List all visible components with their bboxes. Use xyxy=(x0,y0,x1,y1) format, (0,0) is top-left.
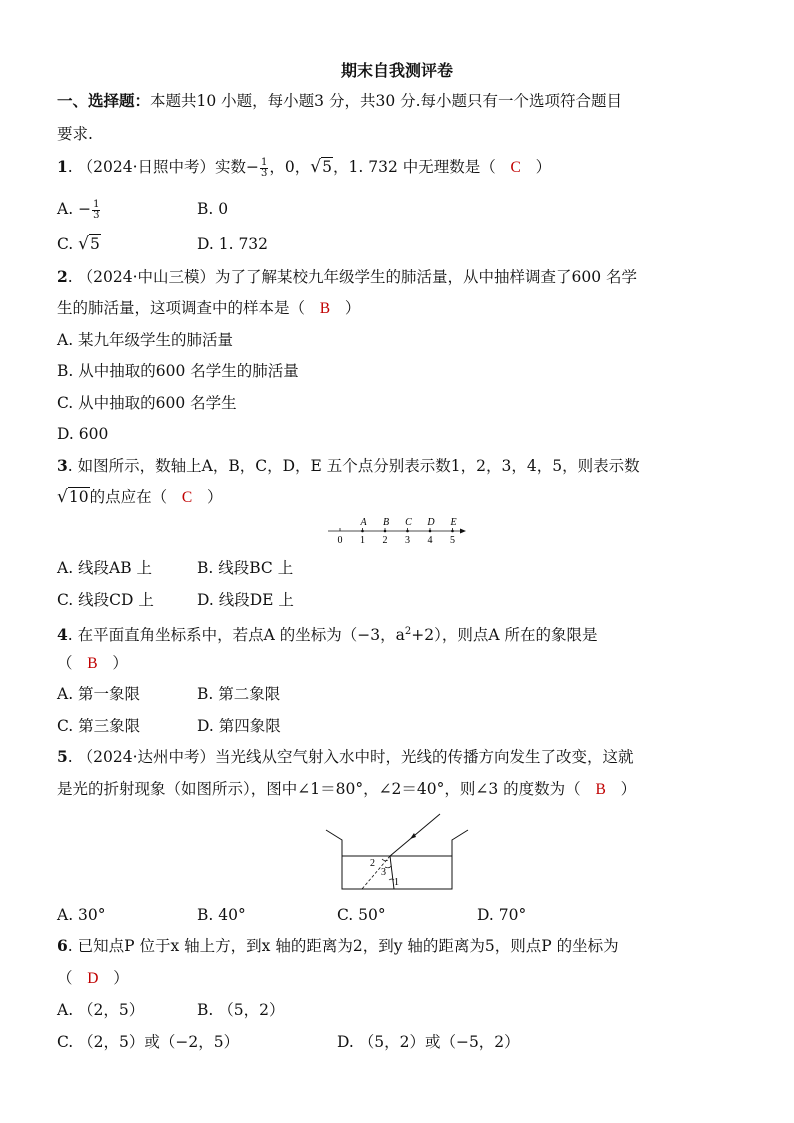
fraction-denominator: 3 xyxy=(93,209,100,221)
question-source: （2024·日照中考） xyxy=(77,158,216,176)
bracket-open: （ xyxy=(57,969,73,987)
fraction xyxy=(92,200,100,221)
question-text: （2024·中山三模）为了了解某校九年级学生的肺活量，从中抽样调查了600 名学 xyxy=(77,268,638,286)
option-a: A. 第一象限 xyxy=(57,685,141,703)
option-c: C. 50° xyxy=(337,906,386,924)
axis-tick-label: 3 xyxy=(405,535,410,546)
bracket-close: ） xyxy=(112,654,128,672)
question-text: ，0， xyxy=(269,158,311,176)
axis-tick-label: 2 xyxy=(382,535,388,546)
option-d: D. 线段DE 上 xyxy=(197,591,294,609)
bracket-open: （ xyxy=(57,654,73,672)
axis-tick-label: 1 xyxy=(360,535,365,546)
option-c: C. 第三象限 xyxy=(57,717,141,735)
option-d: D. 第四象限 xyxy=(197,717,281,735)
option-label: A. xyxy=(57,200,74,218)
answer: B xyxy=(319,300,331,317)
bracket-close: ） xyxy=(620,780,637,798)
option-b: B. 从中抽取的600 名学生的肺活量 xyxy=(57,362,299,380)
question-text: 如图所示，数轴上A，B，C，D，E 五个点分别表示数1，2，3，4，5，则表示数 xyxy=(77,457,640,475)
minus-sign: − xyxy=(246,158,260,176)
question-number: 4 xyxy=(57,625,68,645)
radicand: 5 xyxy=(322,158,333,176)
question-3: 3. 如图所示，数轴上A，B，C，D，E 五个点分别表示数1，2，3，4，5，则表示数 xyxy=(57,456,640,475)
angle-label-1: 1 xyxy=(394,877,399,888)
answer: B xyxy=(595,781,606,798)
question-number: 1 xyxy=(57,157,68,176)
answer: C xyxy=(510,159,521,176)
axis-tick-label: 5 xyxy=(450,535,455,546)
option-a: A. 30° xyxy=(57,906,106,924)
option-a xyxy=(57,197,101,221)
axis-tick-label: 0 xyxy=(337,535,343,546)
question-text: 的点应在（ xyxy=(89,488,168,506)
axis-point-label: E xyxy=(450,517,457,528)
angle-label-2: 2 xyxy=(370,858,375,869)
page-title: 期末自我测评卷 xyxy=(340,61,453,80)
option-label: C. xyxy=(57,235,74,253)
question-text: +2），则点A 所在的象限是 xyxy=(411,626,598,645)
option-c: C. 线段CD 上 xyxy=(57,591,154,609)
answer: D xyxy=(87,970,99,987)
bracket-close: ） xyxy=(207,488,223,506)
axis-point xyxy=(406,530,409,533)
option-c xyxy=(57,232,101,256)
question-2: 2. （2024·中山三模）为了了解某校九年级学生的肺活量，从中抽样调查了600 名学 xyxy=(57,267,638,286)
angle-arc xyxy=(382,859,388,861)
question-text: 实数 xyxy=(215,158,247,176)
number-line-figure xyxy=(320,513,470,547)
question-6: 6. 已知点P 位于x 轴上方，到x 轴的距离为2，到y 轴的距离为5，则点P 的坐标为 xyxy=(57,936,619,955)
question-text: 生的肺活量，这项调查中的样本是（ xyxy=(57,299,306,317)
question-2-cont xyxy=(57,296,360,321)
axis-tick-label: 4 xyxy=(427,535,433,546)
fraction xyxy=(260,158,268,179)
option-a: A. 某九年级学生的肺活量 xyxy=(57,331,234,349)
square-root: √5 xyxy=(78,234,100,254)
option-c: C. （2，5）或（−2，5） xyxy=(57,1033,240,1051)
section-heading: 一、选择题： xyxy=(57,91,151,110)
question-5: 5. （2024·达州中考）当光线从空气射入水中时，光线的传播方向发生了改变，这就 xyxy=(57,747,634,766)
question-number: 5 xyxy=(57,747,68,766)
option-d: D. （5，2）或（−5，2） xyxy=(337,1033,520,1051)
option-a: A. （2，5） xyxy=(57,1001,145,1019)
axis-point xyxy=(429,530,432,533)
axis-arrow-icon xyxy=(460,529,466,534)
fraction-numerator: 1 xyxy=(93,198,100,210)
section-desc: 本题共10 小题，每小题3 分，共30 分.每小题只有一个选项符合题目 xyxy=(150,92,623,110)
bracket-close: ） xyxy=(344,299,361,317)
axis-point-label: B xyxy=(382,517,390,528)
question-text: （2024·达州中考）当光线从空气射入水中时，光线的传播方向发生了改变，这就 xyxy=(77,748,634,766)
question-text: 已知点P 位于x 轴上方，到x 轴的距离为2，到y 轴的距离为5，则点P 的坐标为 xyxy=(77,937,619,955)
fraction-numerator: 1 xyxy=(261,156,268,168)
question-1: 1. （2024·日照中考）实数− $\frac{1}{3}$ ，0，√5，1. 732 中无理数是（ C ） xyxy=(57,156,552,179)
answer: B xyxy=(87,655,98,672)
question-number: 2 xyxy=(57,267,68,286)
question-3-cont xyxy=(57,485,223,510)
section-heading-line xyxy=(57,89,622,113)
question-text: 在平面直角坐标系中，若点A 的坐标为（−3，a xyxy=(77,626,405,645)
fraction-denominator: 3 xyxy=(261,167,268,179)
option-d: D. 1. 732 xyxy=(197,235,269,253)
option-d: D. 600 xyxy=(57,425,109,443)
question-text: 是光的折射现象（如图所示），图中∠1＝80°，∠2＝40°，则∠3 的度数为（ xyxy=(57,780,581,798)
axis-point xyxy=(361,530,364,533)
axis-point-label: A xyxy=(360,517,367,528)
minus-sign: − xyxy=(78,200,92,218)
bracket-close: ） xyxy=(535,158,552,176)
question-text: ，1. 732 中无理数是（ xyxy=(333,158,496,176)
question-4: 4. 在平面直角坐标系中，若点A 的坐标为（−3，$a^2+2$），则点A 所在的象限是 xyxy=(57,625,598,645)
question-6-cont xyxy=(57,966,129,991)
superscript: 2 xyxy=(404,626,412,637)
radicand: 10 xyxy=(68,488,89,506)
axis-point-label: D xyxy=(427,517,435,528)
square-root: √10 xyxy=(57,487,89,507)
axis-point-label: C xyxy=(405,517,412,528)
answer: C xyxy=(181,489,193,506)
option-d: D. 70° xyxy=(477,906,527,924)
refraction-figure xyxy=(322,812,472,892)
radicand: 5 xyxy=(90,235,100,253)
bracket-close: ） xyxy=(113,969,129,987)
question-4-cont xyxy=(57,651,128,676)
option-b: B. 第二象限 xyxy=(197,685,281,703)
option-b: B. 40° xyxy=(197,906,246,924)
question-number: 6 xyxy=(57,936,68,955)
axis-point xyxy=(451,530,454,533)
option-b: B. 线段BC 上 xyxy=(197,559,294,577)
option-b: B. （5，2） xyxy=(197,1001,285,1019)
option-a: A. 线段AB 上 xyxy=(57,559,153,577)
axis-point xyxy=(384,530,387,533)
ray-arrow-icon xyxy=(410,833,416,839)
angle-label-3: 3 xyxy=(381,867,386,878)
square-root: √5 xyxy=(310,157,333,177)
option-c: C. 从中抽取的600 名学生 xyxy=(57,394,237,412)
question-number: 3 xyxy=(57,456,68,475)
option-b: B. 0 xyxy=(197,200,229,218)
question-5-cont xyxy=(57,777,636,802)
section-desc-cont: 要求. xyxy=(57,125,93,143)
